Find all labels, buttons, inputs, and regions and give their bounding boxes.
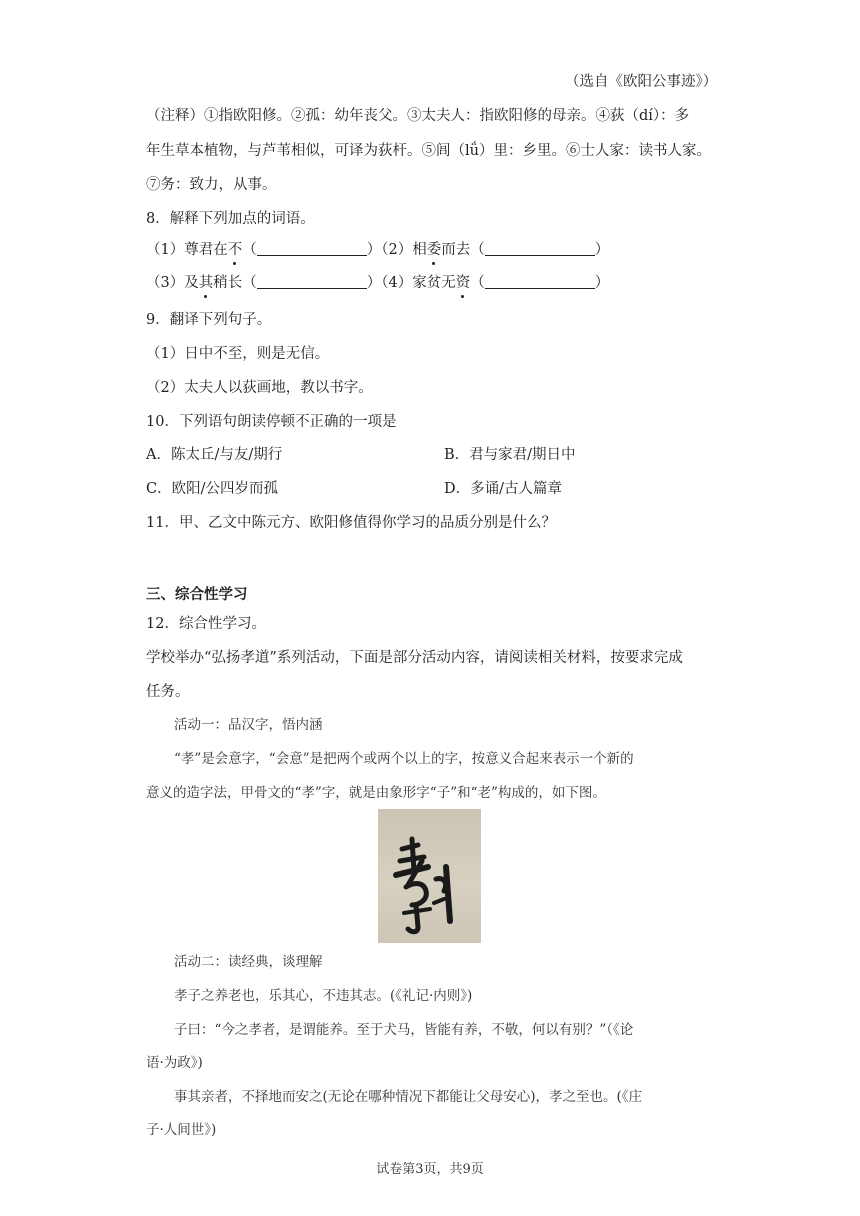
dotted-char: 委 (426, 242, 442, 258)
question-12-stem: 12．综合性学习。 (146, 616, 266, 632)
q9-sentence-1: （1）日中不至，则是无信。 (146, 346, 330, 362)
answer-blank-4[interactable] (485, 274, 595, 289)
dotted-char: 其 (198, 275, 214, 291)
q10-option-c[interactable]: C．欧阳/公四岁而孤 (146, 481, 278, 497)
q10-option-a[interactable]: A．陈太丘/与友/期行 (146, 447, 283, 463)
q8-item-3: （3）及其稍长（ ） (146, 275, 382, 291)
dotted-char: 不 (227, 242, 243, 258)
question-10-stem: 10．下列语句朗读停顿不正确的一项是 (146, 414, 397, 430)
activity-1-para-2: 意义的造字法，甲骨文的“孝”字，就是由象形字“子”和“老”构成的，如下图。 (146, 785, 606, 801)
answer-blank-2[interactable] (485, 241, 595, 256)
classic-quote-lunyu-1: 子曰：“今之孝者，是谓能养。至于犬马，皆能有养，不敬，何以有别？”（《论 (174, 1022, 634, 1038)
question-8-stem: 8．解释下列加点的词语。 (146, 211, 315, 227)
question-11: 11．甲、乙文中陈元方、欧阳修值得你学习的品质分别是什么？ (146, 515, 556, 531)
classic-quote-lunyu-2: 语·为政》) (146, 1055, 203, 1071)
q9-sentence-2: （2）太夫人以荻画地，教以书字。 (146, 380, 373, 396)
dotted-char: 资 (455, 275, 471, 291)
question-9-stem: 9．翻译下列句子。 (146, 312, 272, 328)
activity-1-para-1: “孝”是会意字，“会意”是把两个或两个以上的字，按意义合起来表示一个新的 (174, 751, 634, 767)
q10-option-d[interactable]: D．多诵/古人篇章 (444, 481, 563, 497)
notes-line-1: （注释）①指欧阳修。②孤：幼年丧父。③太夫人：指欧阳修的母亲。④荻（dí）：多 (146, 108, 690, 124)
activity-1-title: 活动一：品汉字，悟内涵 (174, 717, 323, 733)
section-heading: 三、综合性学习 (146, 586, 248, 603)
q8-row-2 (146, 273, 609, 293)
q8-item-2: （2）相委而去（ ） (381, 242, 610, 258)
q8-row-1 (146, 240, 609, 260)
q10-option-b[interactable]: B．君与家君/期日中 (444, 447, 576, 463)
q8-item-1: （1）尊君在不（ ） (146, 242, 382, 258)
page-footer: 试卷第3页，共9页 (376, 1162, 484, 1177)
activity-2-title: 活动二：读经典，谈理解 (174, 954, 323, 970)
oracle-bone-xiao-image (378, 809, 481, 943)
source-citation: （选自《欧阳公事迹》） (565, 74, 718, 90)
q12-intro-2: 任务。 (146, 684, 190, 700)
q8-item-4: （4）家贫无资（ ） (381, 275, 610, 291)
classic-quote-zhuangzi-2: 子·人间世》) (146, 1122, 217, 1138)
classic-quote-zhuangzi-1: 事其亲者，不择地而安之(无论在哪种情况下都能让父母安心)，孝之至也。(《庄 (174, 1089, 643, 1105)
answer-blank-3[interactable] (257, 274, 367, 289)
q12-intro-1: 学校举办“弘扬孝道”系列活动，下面是部分活动内容，请阅读相关材料，按要求完成 (146, 650, 683, 666)
oracle-bone-glyph (378, 809, 481, 943)
answer-blank-1[interactable] (257, 241, 367, 256)
notes-line-2: 年生草本植物，与芦苇相似，可译为荻杆。⑤闾（lǘ）里：乡里。⑥士人家：读书人家。 (146, 143, 711, 159)
classic-quote-liji: 孝子之养老也，乐其心，不违其志。(《礼记·内则》) (174, 988, 473, 1004)
notes-line-3: ⑦务：致力，从事。 (146, 177, 277, 193)
